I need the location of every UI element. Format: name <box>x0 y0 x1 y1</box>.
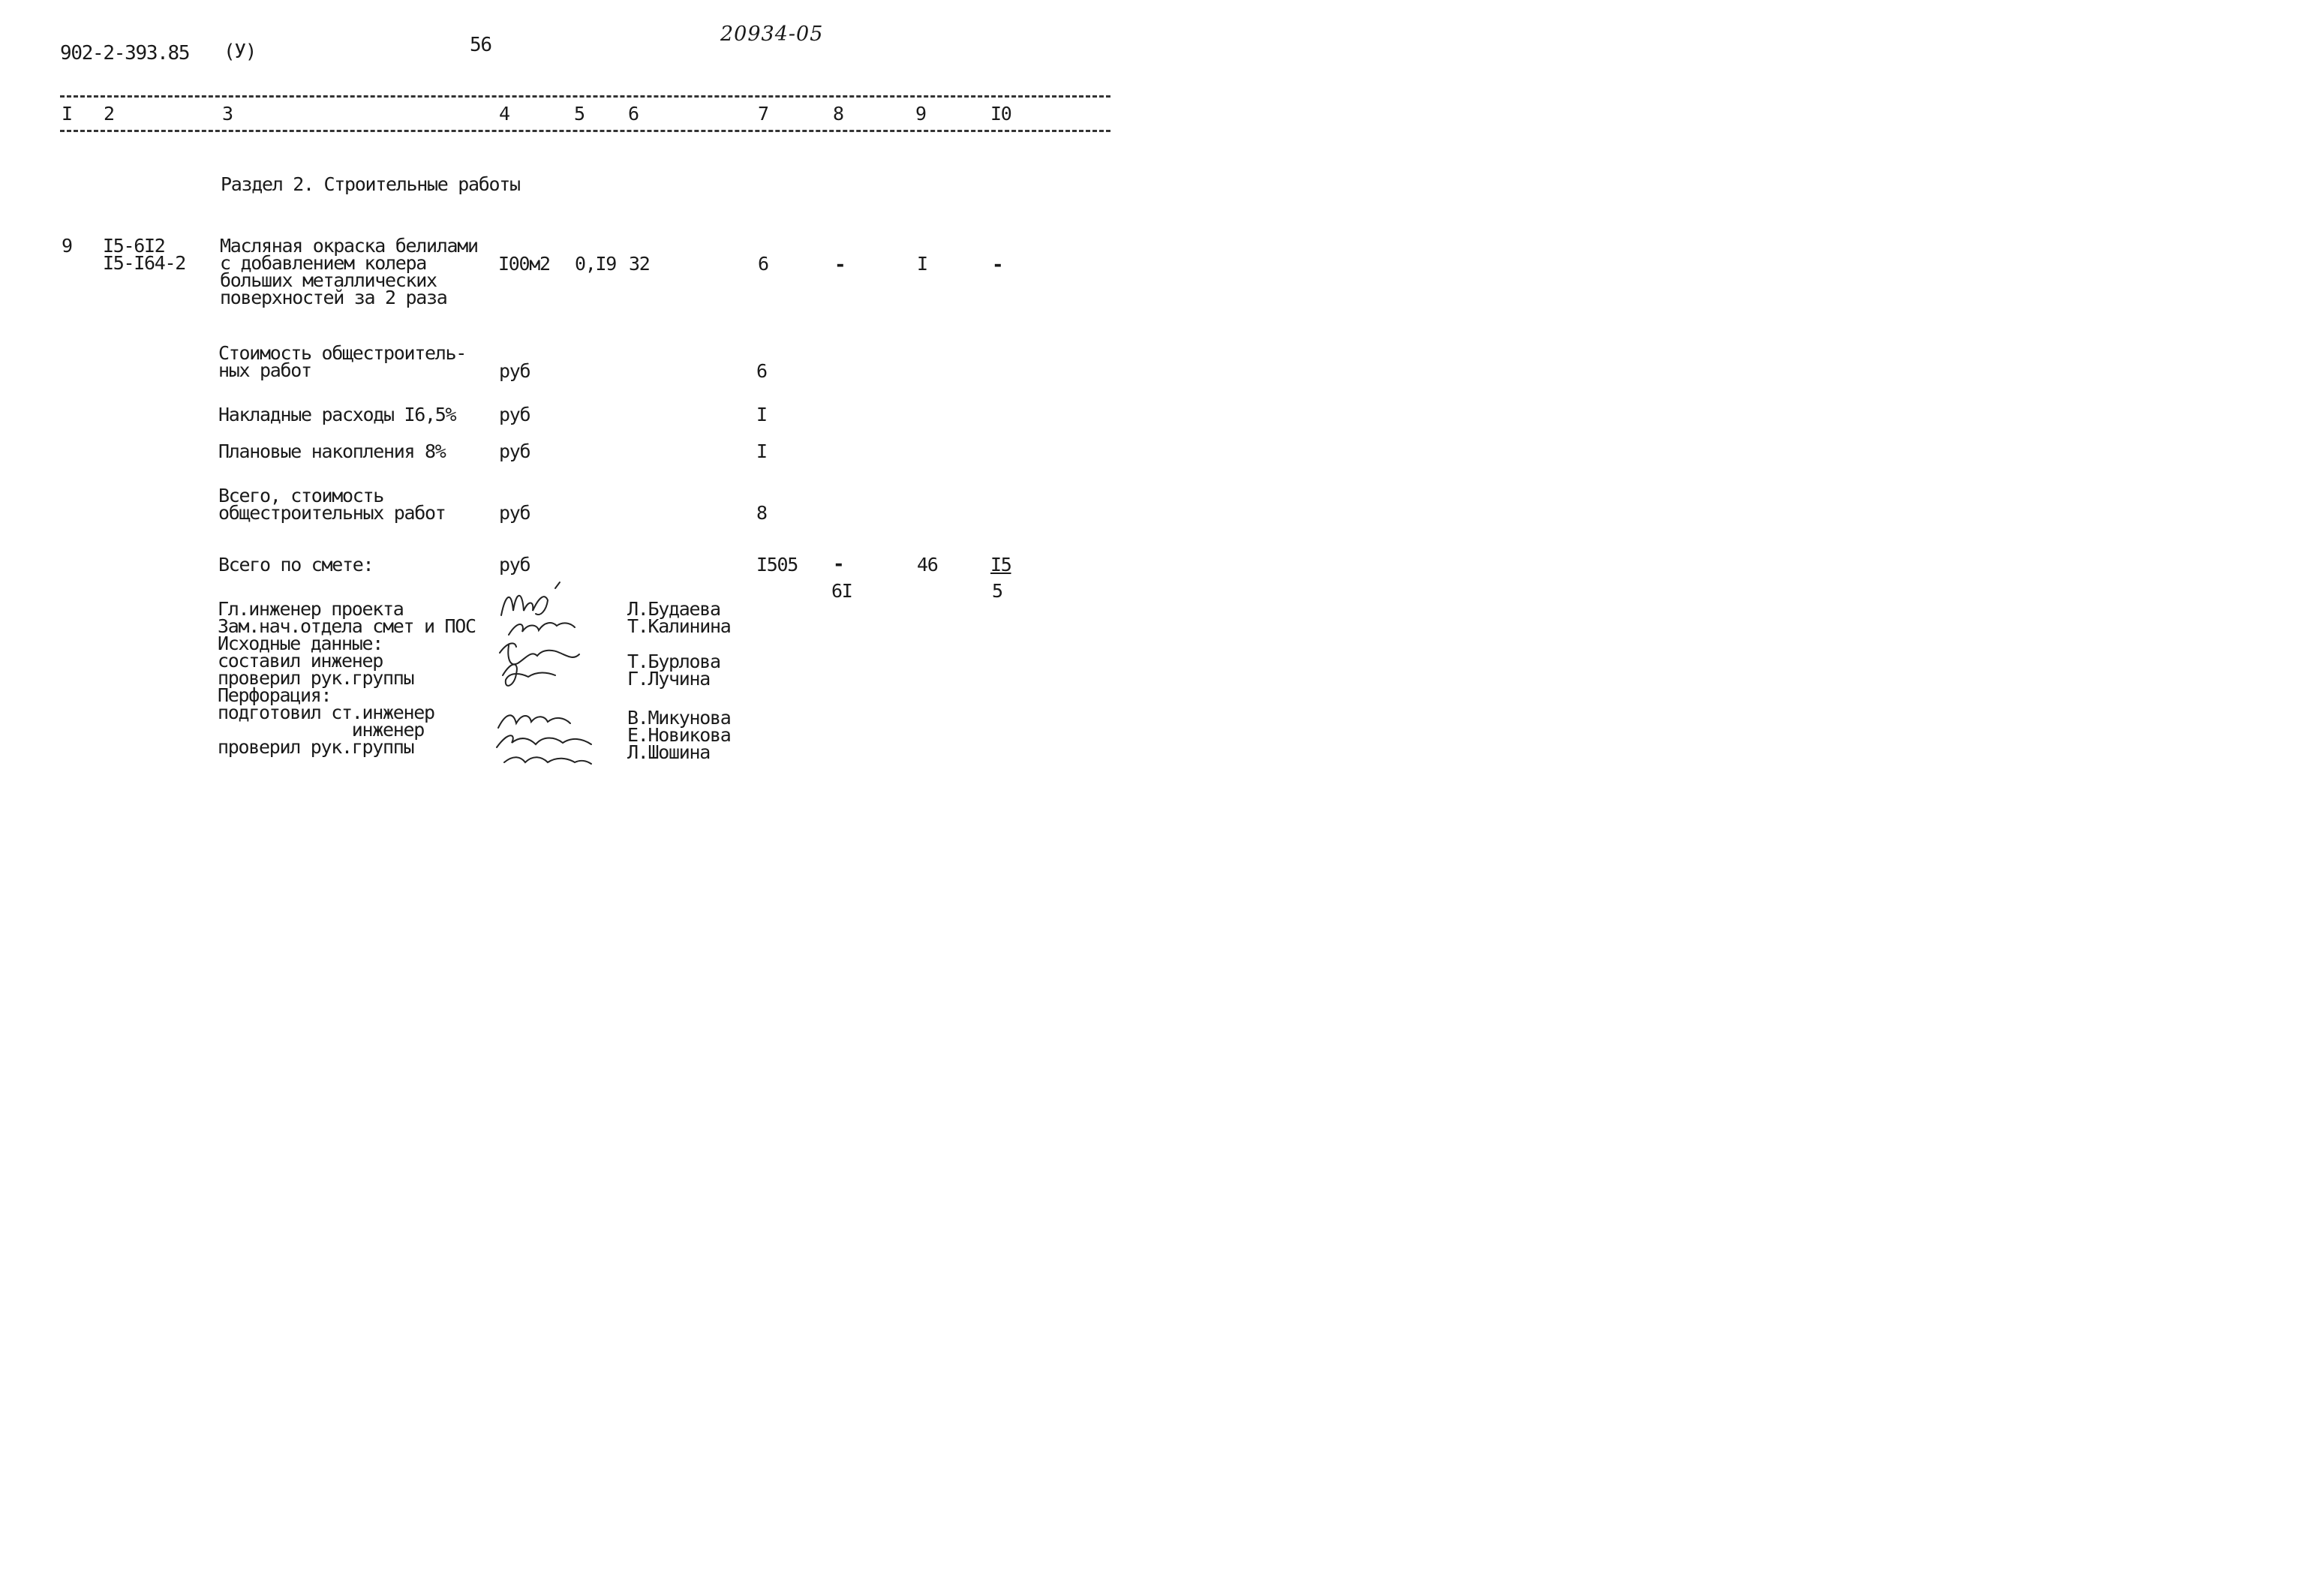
column-number: I0 <box>990 103 1011 125</box>
top-dashed-rule <box>60 95 1110 98</box>
column-number: 3 <box>222 103 233 125</box>
signature-names-group-2: Т.Бурлова Г.Лучина <box>627 651 720 690</box>
signature-names-group-3: В.Микунова Е.Новикова Л.Шошина <box>627 707 731 763</box>
signature-scribble <box>497 735 591 747</box>
signature-roles: Гл.инженер проекта Зам.нач.отдела смет и ПОС Исходные данные: составил инженер проверил рук.группы Перфорация: подготовил ст.инженер инженер проверил рук.группы <box>218 598 476 758</box>
item-col9-value: I <box>917 253 927 275</box>
column-number: 6 <box>628 103 639 125</box>
total-col10-top: I5 <box>990 554 1011 576</box>
signature-scribble <box>504 757 591 764</box>
summary-label: Накладные расходы I6,5% <box>218 404 456 425</box>
document-variant: (У) <box>224 41 257 63</box>
summary-value: 8 <box>756 502 767 524</box>
signature-scribble <box>503 665 555 686</box>
item-description: Масляная окраска белилами с добавлением колера больших металлических поверхностей за 2 раза <box>220 235 478 308</box>
total-col7-value: I505 <box>756 554 798 576</box>
signature-scribble <box>501 582 560 615</box>
summary-value: 6 <box>756 360 767 382</box>
summary-unit: руб <box>499 360 530 382</box>
handwritten-number: 20934-05 <box>720 23 824 46</box>
summary-unit: руб <box>499 502 530 524</box>
item-number: 9 <box>62 235 72 257</box>
item-col7-value: 6 <box>758 253 768 275</box>
total-unit: руб <box>499 554 530 576</box>
summary-label: Стоимость общестроитель- ных работ <box>218 342 467 381</box>
summary-unit: руб <box>499 404 530 425</box>
item-quantity: 0,I9 <box>575 253 617 275</box>
signature-scribble <box>509 623 575 635</box>
section-title: Раздел 2. Строительные работы <box>221 173 520 195</box>
total-label: Всего по смете: <box>218 554 374 576</box>
document-code: 902-2-393.85 <box>60 42 190 65</box>
summary-unit: руб <box>499 440 530 462</box>
column-number: 2 <box>104 103 114 125</box>
item-code-1: I5-6I2 <box>103 235 165 257</box>
handwritten-signatures <box>495 578 593 773</box>
column-number: I <box>62 103 72 125</box>
item-col8-value: - <box>834 254 846 276</box>
column-number: 8 <box>833 103 843 125</box>
total-col8-bottom: 6I <box>831 580 852 602</box>
total-col8-top: - <box>833 553 844 576</box>
column-number: 9 <box>915 103 926 125</box>
summary-label: Всего, стоимость общестроительных работ <box>218 485 446 524</box>
column-number: 4 <box>499 103 509 125</box>
summary-label: Плановые накопления 8% <box>218 440 446 462</box>
total-col9-value: 46 <box>917 554 938 576</box>
summary-value: I <box>756 440 767 462</box>
column-number: 7 <box>758 103 768 125</box>
column-number: 5 <box>574 103 585 125</box>
signature-scribble <box>500 643 579 664</box>
item-unit: I00м2 <box>498 253 550 275</box>
summary-value: I <box>756 404 767 425</box>
signature-names-group-1: Л.Будаева Т.Калинина <box>627 598 731 637</box>
item-price: 32 <box>629 253 650 275</box>
bottom-dashed-rule <box>60 130 1110 132</box>
signature-scribble <box>498 715 570 728</box>
page-number: 56 <box>470 34 491 56</box>
item-code-2: I5-I64-2 <box>103 252 186 274</box>
total-col10-bottom: 5 <box>992 580 1002 602</box>
item-col10-value: - <box>992 254 1003 276</box>
